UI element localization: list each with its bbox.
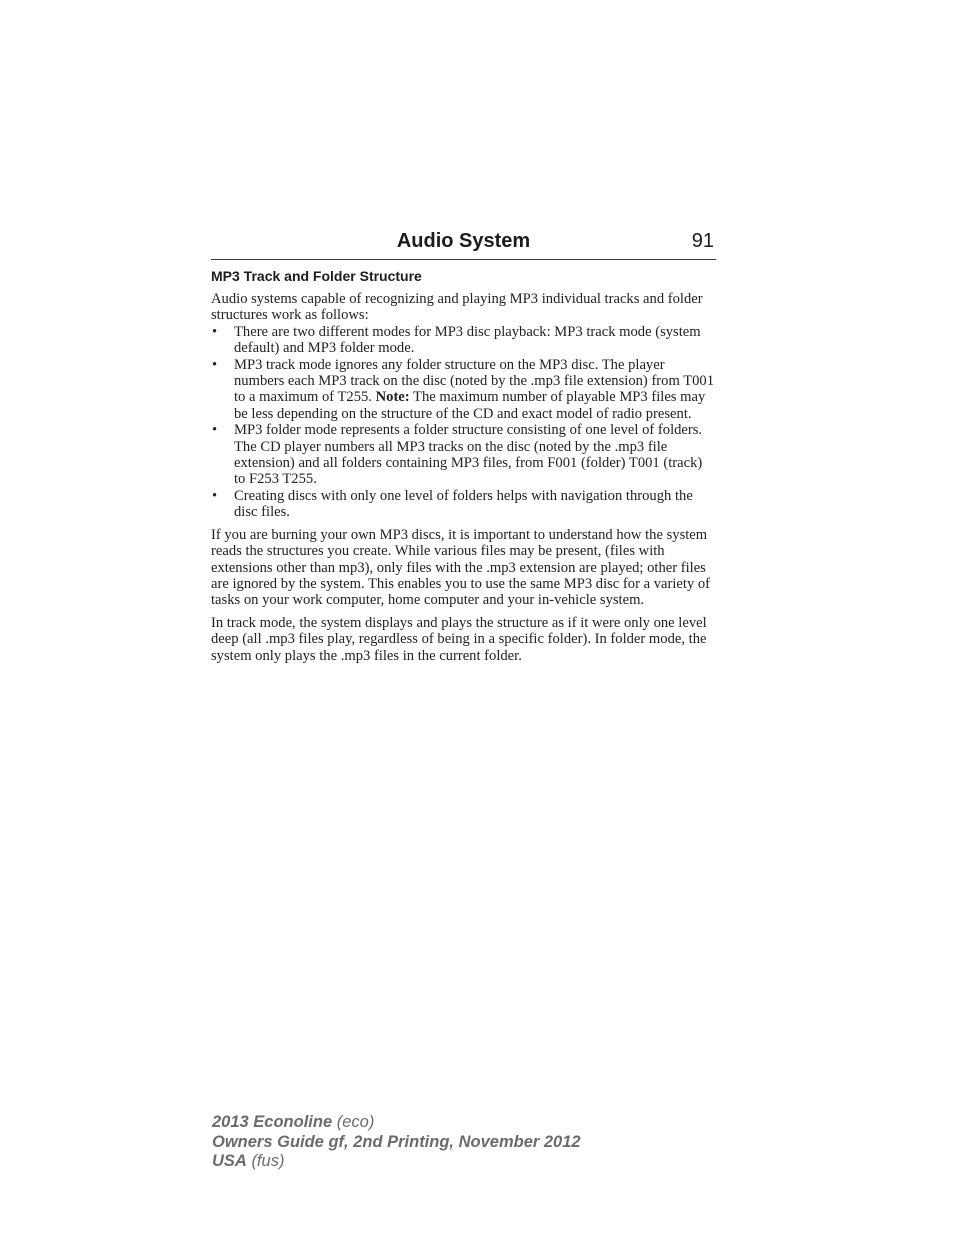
intro-paragraph: Audio systems capable of recognizing and playing MP3 individual tracks and folder structures work as follows: (211, 291, 703, 324)
body-paragraph: If you are burning your own MP3 discs, it is important to understand how the system reads the structures you create. While various files may be present, (files with extensions other than mp3), only files with the .mp3 extension are played; other files are ignored by the system. This enables you to use the same MP3 disc for a variety of tasks on your work computer, home computer and your in-vehicle system. (211, 526, 711, 609)
page-footer (212, 1113, 581, 1172)
list-item-text: MP3 folder mode represents a folder structure consisting of one level of folders. The CD player numbers all MP3 tracks on the disc (noted by the .mp3 file extension) and all folders containing MP3 files, from F001 (folder) T001 (track) to F253 T255. (234, 422, 703, 488)
body-paragraph: In track mode, the system displays and plays the structure as if it were only one level deep (all .mp3 files play, regardless of being in a specific folder). In folder mode, the system only plays the .mp3 files in the current folder. (211, 614, 707, 664)
footer-guide: Owners Guide gf, 2nd Printing, November 2012 (212, 1132, 581, 1151)
bullet-icon: • (212, 356, 218, 373)
list-item (211, 357, 716, 423)
list-item-text: Creating discs with only one level of folders helps with navigation through the disc files. (234, 487, 693, 521)
list-item (211, 488, 716, 521)
list-item-text: There are two different modes for MP3 disc playback: MP3 track mode (system default) and MP3 folder mode. (234, 323, 701, 357)
footer-region: USA (212, 1152, 247, 1170)
list-item (211, 324, 716, 357)
bullet-list (211, 324, 716, 521)
footer-line-guide (212, 1133, 581, 1153)
footer-line-model (212, 1113, 581, 1133)
list-item (211, 422, 716, 488)
page-content (211, 268, 716, 670)
bullet-icon: • (212, 323, 218, 340)
note-label: Note: (375, 389, 410, 406)
footer-region-code: (fus) (251, 1152, 285, 1170)
bullet-icon: • (212, 422, 218, 439)
note-text: The maximum number of playable MP3 files may be less depending on the structure of the CD and exact model of radio present. (234, 389, 706, 422)
page-number: 91 (691, 230, 714, 252)
list-item-text: MP3 track mode ignores any folder structure on the MP3 disc. The player numbers each MP3 track on the disc (noted by the .mp3 file extension) from T001 to a maximum of T255. (234, 356, 714, 406)
footer-line-region (212, 1152, 581, 1172)
footer-model: 2013 Econoline (212, 1113, 333, 1131)
page-header (211, 228, 716, 260)
bullet-icon: • (212, 487, 218, 504)
page-title: Audio System (396, 230, 531, 252)
footer-model-code: (eco) (336, 1113, 375, 1131)
section-title: MP3 Track and Folder Structure (211, 268, 422, 284)
